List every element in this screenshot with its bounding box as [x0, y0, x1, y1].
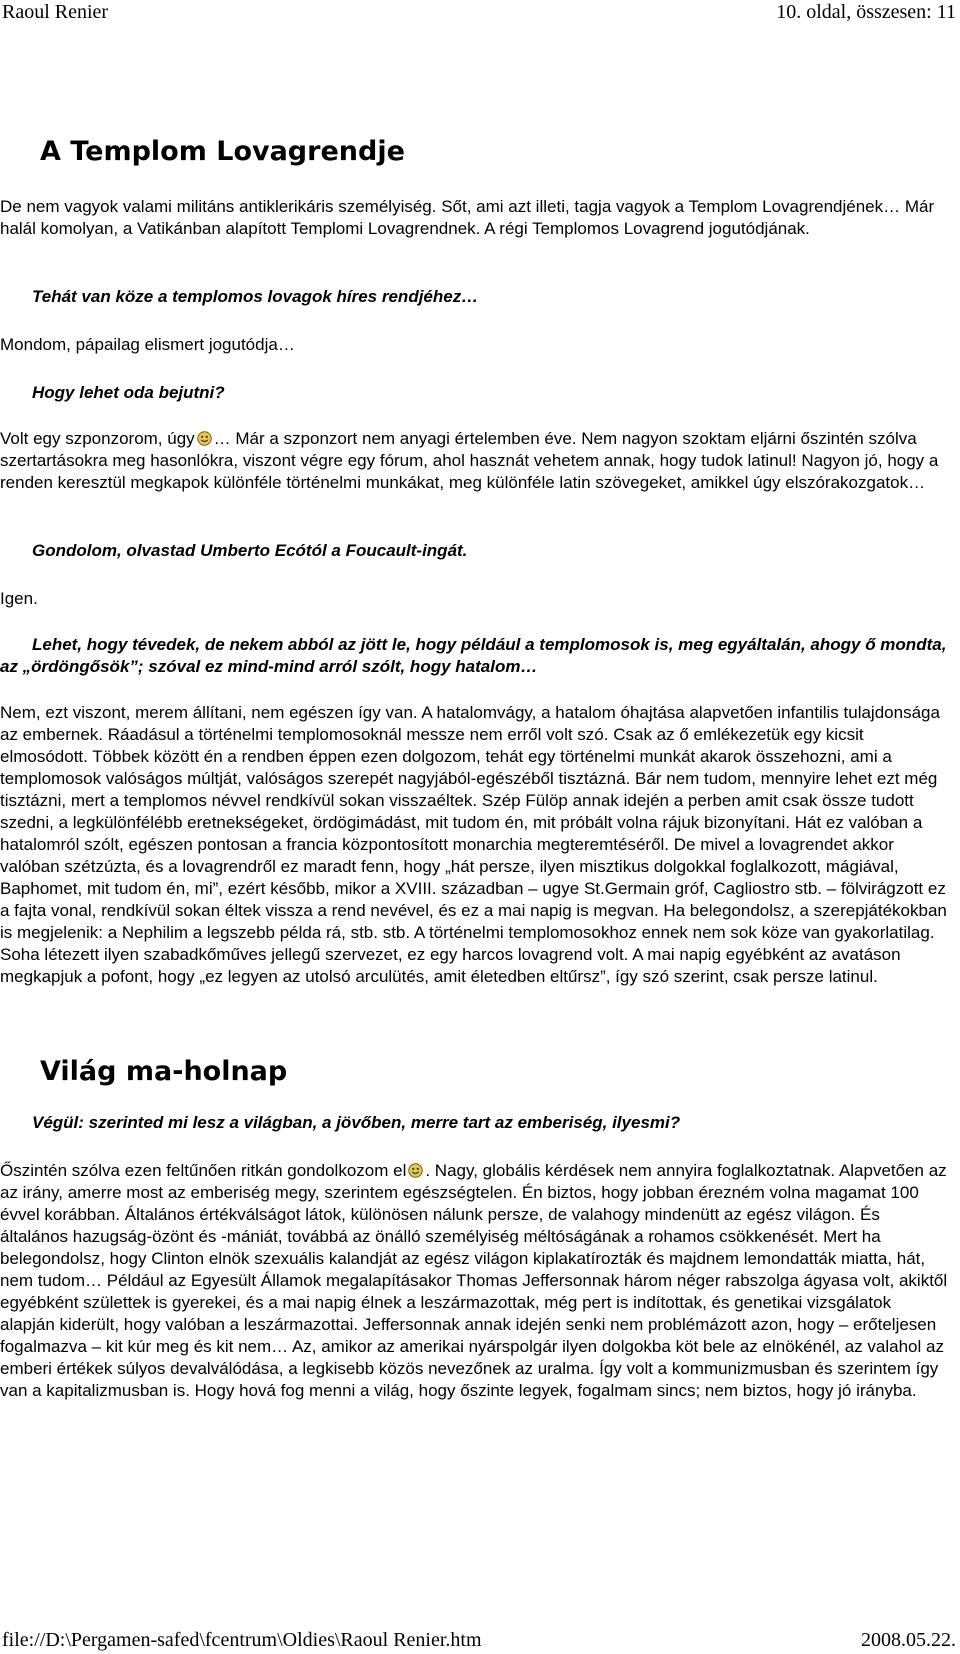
smiley-icon: [197, 431, 212, 446]
paragraph-szponzor-end: … Már a szponzort nem anyagi értelemben éve. Nem nagyon szoktam eljárni őszintén szólva szertartásokra meg hasonlókra, viszont végre egy fórum, ahol hasznát vehetem annak, hogy tudok latinul! Nagyon jó, hogy a renden keresztül megkapok különféle történelmi munkákat, meg különféle latin szövegeket, amikkel úgy elszórakozgatok…: [0, 429, 939, 492]
paragraph-jovo-end: . Nagy, globális kérdések nem annyira foglalkoztatnak. Alapvetően az az irány, amerre most az emberiség megy, szerintem egészségtelen. Én biztos, hogy jobban érezném volna magamat 100 évvel korábban. Általános értékválságot látok, különösen nálunk persze, de valahogy mindenütt az egész világon. És általános hazugság-özönt és -mániát, továbbá az önálló személyiség méltóságának a rohamos csökkenését. Mert ha belegondolsz, hogy Clinton elnök szexuális kalandját az egész világon kiplakatírozták és majdnem lemondatták miatta, hát, nem tudom… Például az Egyesült Államok megalapításakor Thomas Jeffersonnak három néger rabszolga ágyasa volt, akiktől egyébként születtek is gyerekei, és a mai napig élnek a leszármazottak, még pert is indítottak, és genetikai vizsgálatok alapján kiderült, hogy valóban a leszármazottai. Jeffersonnak annak idején senki nem problémázott azon, hogy – erőteljesen fogalmazva – kit kúr meg és kit nem… Az, amikor az amerikai nyárspolgár ilyen dolgokba köt bele az elnökénél, az valahol az emberi értékek súlyos devalválódása, a legkisebb közös nevezőnek az uralma. Így volt a kommunizmusban és szerintem így van a kapitalizmusban is. Hogy hová fog menni a világ, hogy őszinte legyek, fogalmam sincs; nem biztos, hogy jó irányba.: [0, 1161, 948, 1400]
footer-file-path: file://D:\Pergamen-safed\fcentrum\Oldies\Raoul Renier.htm: [2, 1629, 482, 1651]
paragraph-szponzor: [0, 428, 950, 494]
question-jovo: Végül: szerinted mi lesz a világban, a jövőben, merre tart az emberiség, ilyesmi?: [32, 1113, 681, 1132]
question-hatalom: Lehet, hogy tévedek, de nekem abból az jött le, hogy például a templomosok is, meg egyáltalán, ahogy ő mondta, az „ördöngősök”; szóval ez mind-mind arról szólt, hogy hatalom…: [0, 635, 947, 676]
paragraph-hatalomvagy: Nem, ezt viszont, merem állítani, nem egészen így van. A hatalomvágy, a hatalom óhajtása alapvetően infantilis tulajdonsága az embernek. Ráadásul a történelmi templomosoknál messze nem erről volt szó. Csak az ő emlékezetük egy kicsit elmosódott. Többek között én a rendben éppen ezen dolgozom, tehát egy történelmi munkát akarok összehozni, ami a templomosok valóságos múltját, valóságos szerepét nagyjából-egészéből tisztázná. Bár nem tudom, mennyire lehet ezt még tisztázni, mert a templomos névvel rendkívül sokan visszaéltek. Szép Fülöp annak idején a perben amit csak össze tudott szedni, a legkülönfélébb eretnekségeket, ördögimádást, mit tudom én, mit próbált volna rájuk bizonyítani. Hát ez valóban a hatalomról szólt, egészen pontosan a francia központosított monarchia megteremtéséről. De mivel a lovagrendet akkor valóban szétzúzta, és a lovagrendről ez maradt fenn, hogy „hát persze, ilyen misztikus dolgokkal foglalkozott, mágiával, Baphomet, mit tudom én, mi”, ezért később, mikor a XVIII. században – ugye St.Germain gróf, Cagliostro stb. – fölvirágzott ez a fajta vonal, rendkívül sokan éltek vissza a rend nevével, és ez a mai napig is megvan. Ha belegondolsz, a szerepjátékokban is megjelenik: a Nephilim a legszebb példa rá, stb. stb. A történelmi templomosokhoz ennek nem sok köze van gyakorlatilag. Soha létezett ilyen szabadkőműves jellegű szervezet, ez egy harcos lovagrend volt. A mai napig egyébként az avatáson megkapjuk a pofont, hogy „ez legyen az utolsó arculütés, amit életedben eltűrsz”, így szó szerint, csak persze latinul.: [0, 703, 947, 986]
footer-date: 2008.05.22.: [861, 1629, 956, 1651]
section-title-vilag: Világ ma-holnap: [40, 1056, 288, 1087]
question-foucault-inga: Gondolom, olvastad Umberto Ecótól a Foucault-ingát.: [32, 541, 468, 560]
question-bejutas: Hogy lehet oda bejutni?: [32, 383, 225, 402]
smiley-icon: [408, 1163, 423, 1178]
header-page-info: 10. oldal, összesen: 11: [776, 1, 956, 23]
paragraph-szponzor-start: Volt egy szponzorom, úgy: [0, 429, 195, 448]
section-title-templom: A Templom Lovagrendje: [40, 136, 405, 167]
paragraph-intro: De nem vagyok valami militáns antiklerikáris személyiség. Sőt, ami azt illeti, tagja vagyok a Templom Lovagrendjének… Már halál komolyan, a Vatikánban alapított Templomi Lovagrendnek. A régi Templomos Lovagrend jogutódjának.: [0, 197, 935, 238]
question-templomos-rend: Tehát van köze a templomos lovagok híres rendjéhez…: [32, 287, 479, 306]
paragraph-igen: Igen.: [0, 589, 38, 608]
paragraph-jovo-start: Őszintén szólva ezen feltűnően ritkán gondolkozom el: [0, 1161, 407, 1180]
paragraph-jogutod: Mondom, pápailag elismert jogutódja…: [0, 335, 295, 354]
paragraph-jovo: [0, 1160, 950, 1402]
header-author: Raoul Renier: [2, 1, 109, 23]
